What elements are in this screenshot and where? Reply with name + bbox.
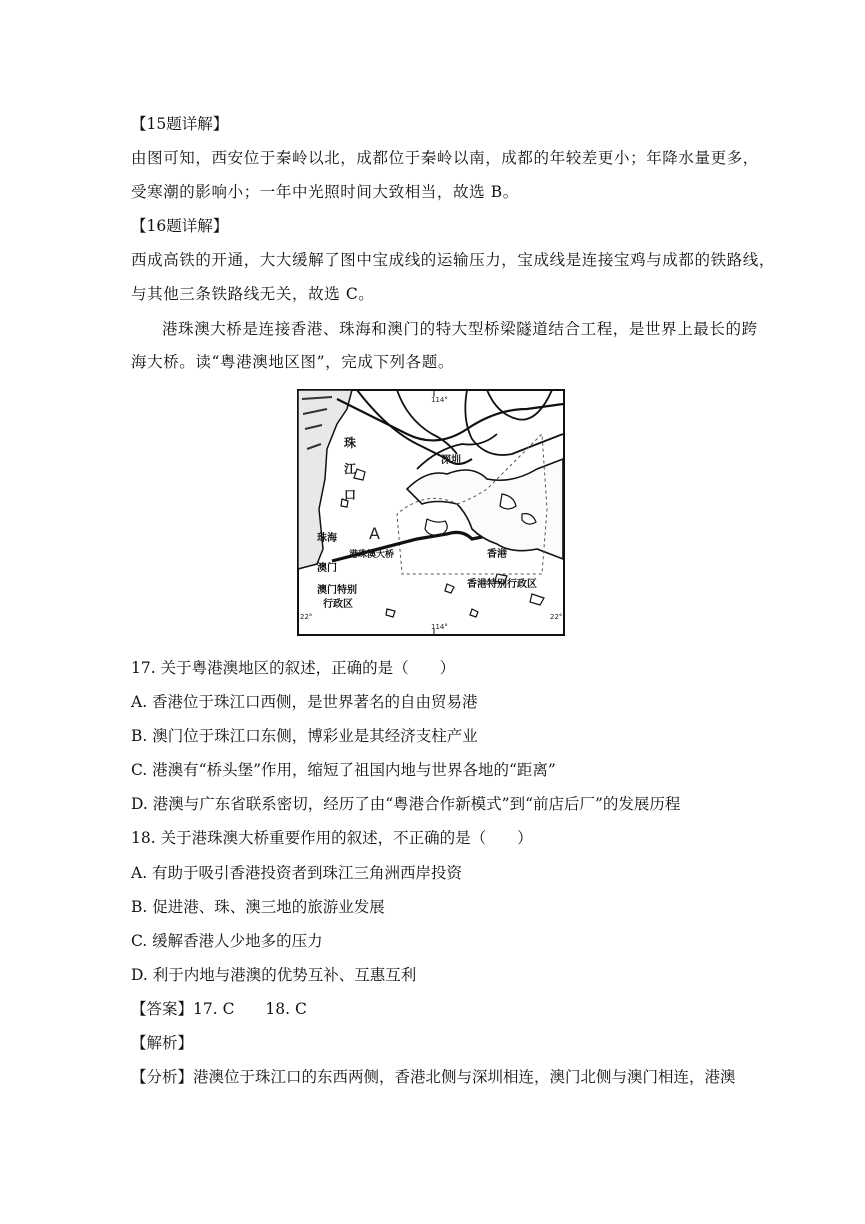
map-label-zhu: 珠 [344,436,357,450]
guangdong-hongkong-macau-map [297,389,565,636]
q18-stem: 18. 关于港珠澳大桥重要作用的叙述，不正确的是（ ） [131,829,533,847]
analysis-heading: 【解析】 [131,1034,194,1052]
map-label-lon-top: 114° [431,396,448,404]
q18-option-b: B. 促进港、珠、澳三地的旅游业发展 [131,898,385,916]
answer-line: 【答案】17. C 18. C [131,1000,307,1018]
intro-line-1: 港珠澳大桥是连接香港、珠海和澳门的特大型桥梁隧道结合工程，是世界上最长的跨 [162,320,758,338]
map-label-hk-region: 香港特别行政区 [467,579,537,590]
map-label-macau-region-1: 澳门特别 [317,585,357,596]
map-label-lat-right: 22° [550,613,563,621]
map-label-bridge: 港珠澳大桥 [349,550,395,560]
q15-line-1: 由图可知，西安位于秦岭以北，成都位于秦岭以南，成都的年较差更小；年降水量更多， [131,149,759,167]
analysis-line-1: 【分析】港澳位于珠江口的东西两侧，香港北侧与深圳相连，澳门北侧与澳门相连，港澳 [131,1068,736,1086]
map-label-a: A [369,524,380,543]
q17-option-a: A. 香港位于珠江口西侧，是世界著名的自由贸易港 [131,693,478,711]
q16-heading: 【16题详解】 [131,217,229,235]
q18-option-c: C. 缓解香港人少地多的压力 [131,932,323,950]
map-label-lat-left: 22° [300,613,313,621]
q17-option-c: C. 港澳有“桥头堡”作用，缩短了祖国内地与世界各地的“距离” [131,761,556,779]
map-label-lon-bottom: 114° [431,623,448,631]
map-label-xianggang: 香港 [487,549,507,560]
q15-heading: 【15题详解】 [131,115,229,133]
map-label-kou: 口 [344,488,357,502]
intro-line-2: 海大桥。读“粤港澳地区图”，完成下列各题。 [131,353,454,371]
map-label-macau-region-2: 行政区 [323,599,353,610]
q17-option-b: B. 澳门位于珠江口东侧，博彩业是其经济支柱产业 [131,727,478,745]
q16-line-2: 与其他三条铁路线无关，故选 C。 [131,285,375,303]
map-label-aomen: 澳门 [317,563,337,574]
map-label-shenzhen: 深圳 [441,455,461,466]
q17-stem: 17. 关于粤港澳地区的叙述，正确的是（ ） [131,659,456,677]
q18-option-d: D. 利于内地与港澳的优势互补、互惠互利 [131,966,417,984]
map-label-zhuhai: 珠海 [317,533,337,544]
q18-option-a: A. 有助于吸引香港投资者到珠江三角洲西岸投资 [131,864,463,882]
q17-option-d: D. 港澳与广东省联系密切，经历了由“粤港合作新模式”到“前店后厂”的发展历程 [131,795,681,813]
map-label-jiang: 江 [344,462,357,476]
q16-line-1: 西成高铁的开通，大大缓解了图中宝成线的运输压力，宝成线是连接宝鸡与成都的铁路线， [131,251,776,269]
q15-line-2: 受寒潮的影响小；一年中光照时间大致相当，故选 B。 [131,183,519,201]
